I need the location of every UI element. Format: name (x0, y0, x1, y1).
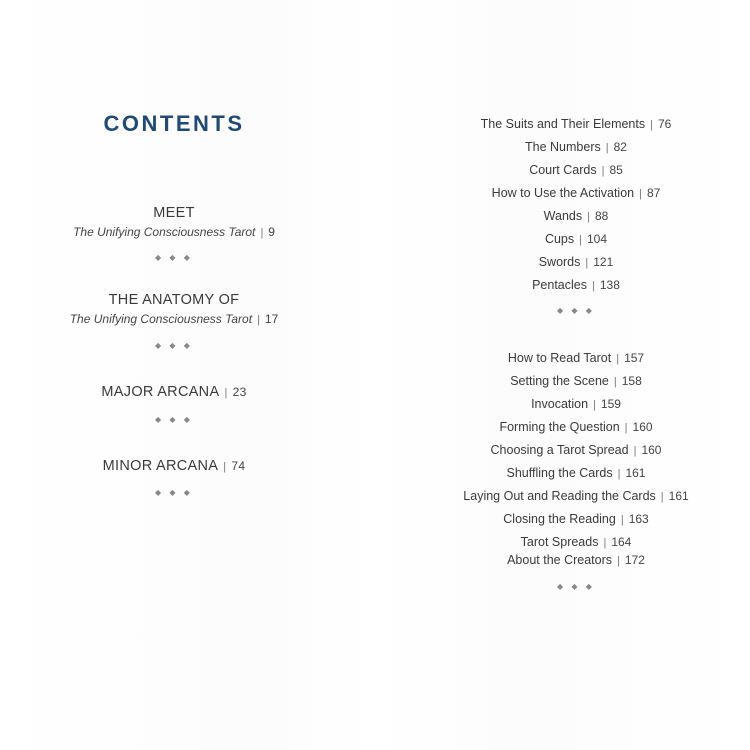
toc-entry[interactable] (426, 395, 726, 414)
section-subtitle: The Unifying Consciousness Tarot (69, 312, 253, 326)
pipe-separator: | (605, 142, 609, 154)
entry-label: The Suits and Their Elements (480, 117, 646, 131)
toc-entry[interactable] (426, 184, 726, 203)
page-number: 17 (264, 312, 279, 326)
toc-entry[interactable] (426, 464, 726, 483)
page-number: 76 (657, 117, 672, 131)
entry-label: Invocation (531, 397, 589, 411)
ornament-divider: ◆ ◆ ◆ (155, 488, 193, 497)
pipe-separator: | (603, 537, 607, 549)
entry-label: Pentacles (532, 278, 587, 292)
toc-entry[interactable] (426, 510, 726, 529)
pipe-separator: | (579, 234, 582, 246)
toc-entry[interactable] (426, 115, 726, 134)
section-heading-line (24, 382, 324, 403)
entry-label: Laying Out and Reading the Cards (463, 489, 656, 503)
section-heading: MAJOR ARCANA (101, 384, 220, 400)
section-subtitle-line (24, 223, 324, 242)
toc-entry[interactable] (426, 161, 726, 180)
section-subtitle: The Unifying Consciousness Tarot (73, 225, 256, 239)
pipe-separator: | (639, 188, 642, 200)
ornament-divider: ◆ ◆ ◆ (155, 415, 193, 424)
toc-entry[interactable] (426, 418, 726, 437)
ornament-divider: ◆ ◆ ◆ (557, 582, 595, 591)
page-number: 104 (587, 232, 608, 246)
page-number: 159 (600, 397, 621, 411)
pipe-separator: | (616, 353, 620, 365)
ornament-divider: ◆ ◆ ◆ (557, 306, 595, 315)
page-number: 160 (632, 420, 653, 434)
section-heading: THE ANATOMY OF (108, 292, 240, 308)
toc-entry[interactable] (426, 230, 726, 249)
page-number: 172 (624, 553, 645, 567)
section-heading-line (24, 456, 324, 477)
pipe-separator: | (650, 119, 653, 131)
page-number: 138 (599, 278, 620, 292)
toc-section-meet[interactable] (24, 203, 324, 242)
entry-label: Shuffling the Cards (506, 466, 613, 480)
pipe-separator: | (587, 211, 590, 223)
pipe-separator: | (257, 314, 260, 326)
entry-label: About the Creators (507, 553, 613, 567)
page-number: 121 (593, 255, 614, 269)
section-subtitle-line (24, 310, 324, 329)
pipe-separator: | (224, 387, 228, 399)
page-number: 161 (625, 466, 646, 480)
entry-label: Setting the Scene (510, 374, 609, 388)
entry-label: Closing the Reading (503, 512, 616, 526)
pipe-separator: | (613, 376, 617, 388)
toc-entry[interactable] (426, 533, 726, 552)
pipe-separator: | (585, 257, 589, 269)
page-number: 88 (594, 209, 609, 223)
toc-section-major-arcana[interactable] (24, 382, 324, 403)
pipe-separator: | (617, 468, 621, 480)
toc-entry[interactable] (426, 487, 726, 506)
page-number: 23 (232, 385, 247, 399)
page-number: 82 (613, 140, 627, 154)
page-number: 85 (609, 163, 623, 177)
ornament-divider: ◆ ◆ ◆ (155, 341, 193, 350)
pipe-separator: | (624, 422, 628, 434)
pipe-separator: | (593, 399, 596, 411)
entry-label: Wands (543, 209, 583, 223)
page-number: 9 (268, 225, 275, 239)
entry-label: Court Cards (529, 163, 597, 177)
pipe-separator: | (601, 165, 605, 177)
page-number: 160 (641, 443, 662, 457)
toc-entry[interactable] (426, 276, 726, 295)
section-heading: MINOR ARCANA (102, 458, 219, 474)
entry-label: The Numbers (525, 140, 601, 154)
entry-label: Tarot Spreads (520, 535, 599, 549)
toc-entry[interactable] (426, 551, 726, 570)
toc-entry[interactable] (426, 372, 726, 391)
page-number: 161 (668, 489, 689, 503)
toc-entry[interactable] (426, 441, 726, 460)
pipe-separator: | (620, 514, 624, 526)
toc-entry[interactable] (426, 349, 726, 368)
page-number: 74 (231, 459, 246, 473)
ornament-divider: ◆ ◆ ◆ (155, 253, 193, 262)
toc-entry[interactable] (426, 253, 726, 272)
page-number: 157 (624, 351, 645, 365)
section-heading: MEET (153, 205, 195, 221)
toc-entry[interactable] (426, 138, 726, 157)
page-number: 158 (621, 374, 642, 388)
toc-section-anatomy[interactable] (24, 290, 324, 329)
pipe-separator: | (260, 227, 264, 239)
entry-label: How to Use the Activation (491, 186, 635, 200)
entry-label: Forming the Question (499, 420, 620, 434)
entry-label: Choosing a Tarot Spread (490, 443, 629, 457)
pipe-separator: | (633, 445, 637, 457)
toc-entry[interactable] (426, 207, 726, 226)
pipe-separator: | (592, 280, 595, 292)
toc-section-minor-arcana[interactable] (24, 456, 324, 477)
page-number: 164 (611, 535, 632, 549)
entry-label: Swords (538, 255, 581, 269)
entry-label: Cups (544, 232, 575, 246)
page-number: 87 (646, 186, 661, 200)
pipe-separator: | (617, 555, 620, 567)
entry-label: How to Read Tarot (507, 351, 612, 365)
page-title: CONTENTS (103, 111, 245, 136)
pipe-separator: | (223, 461, 227, 473)
pipe-separator: | (660, 491, 664, 503)
page-number: 163 (628, 512, 649, 526)
